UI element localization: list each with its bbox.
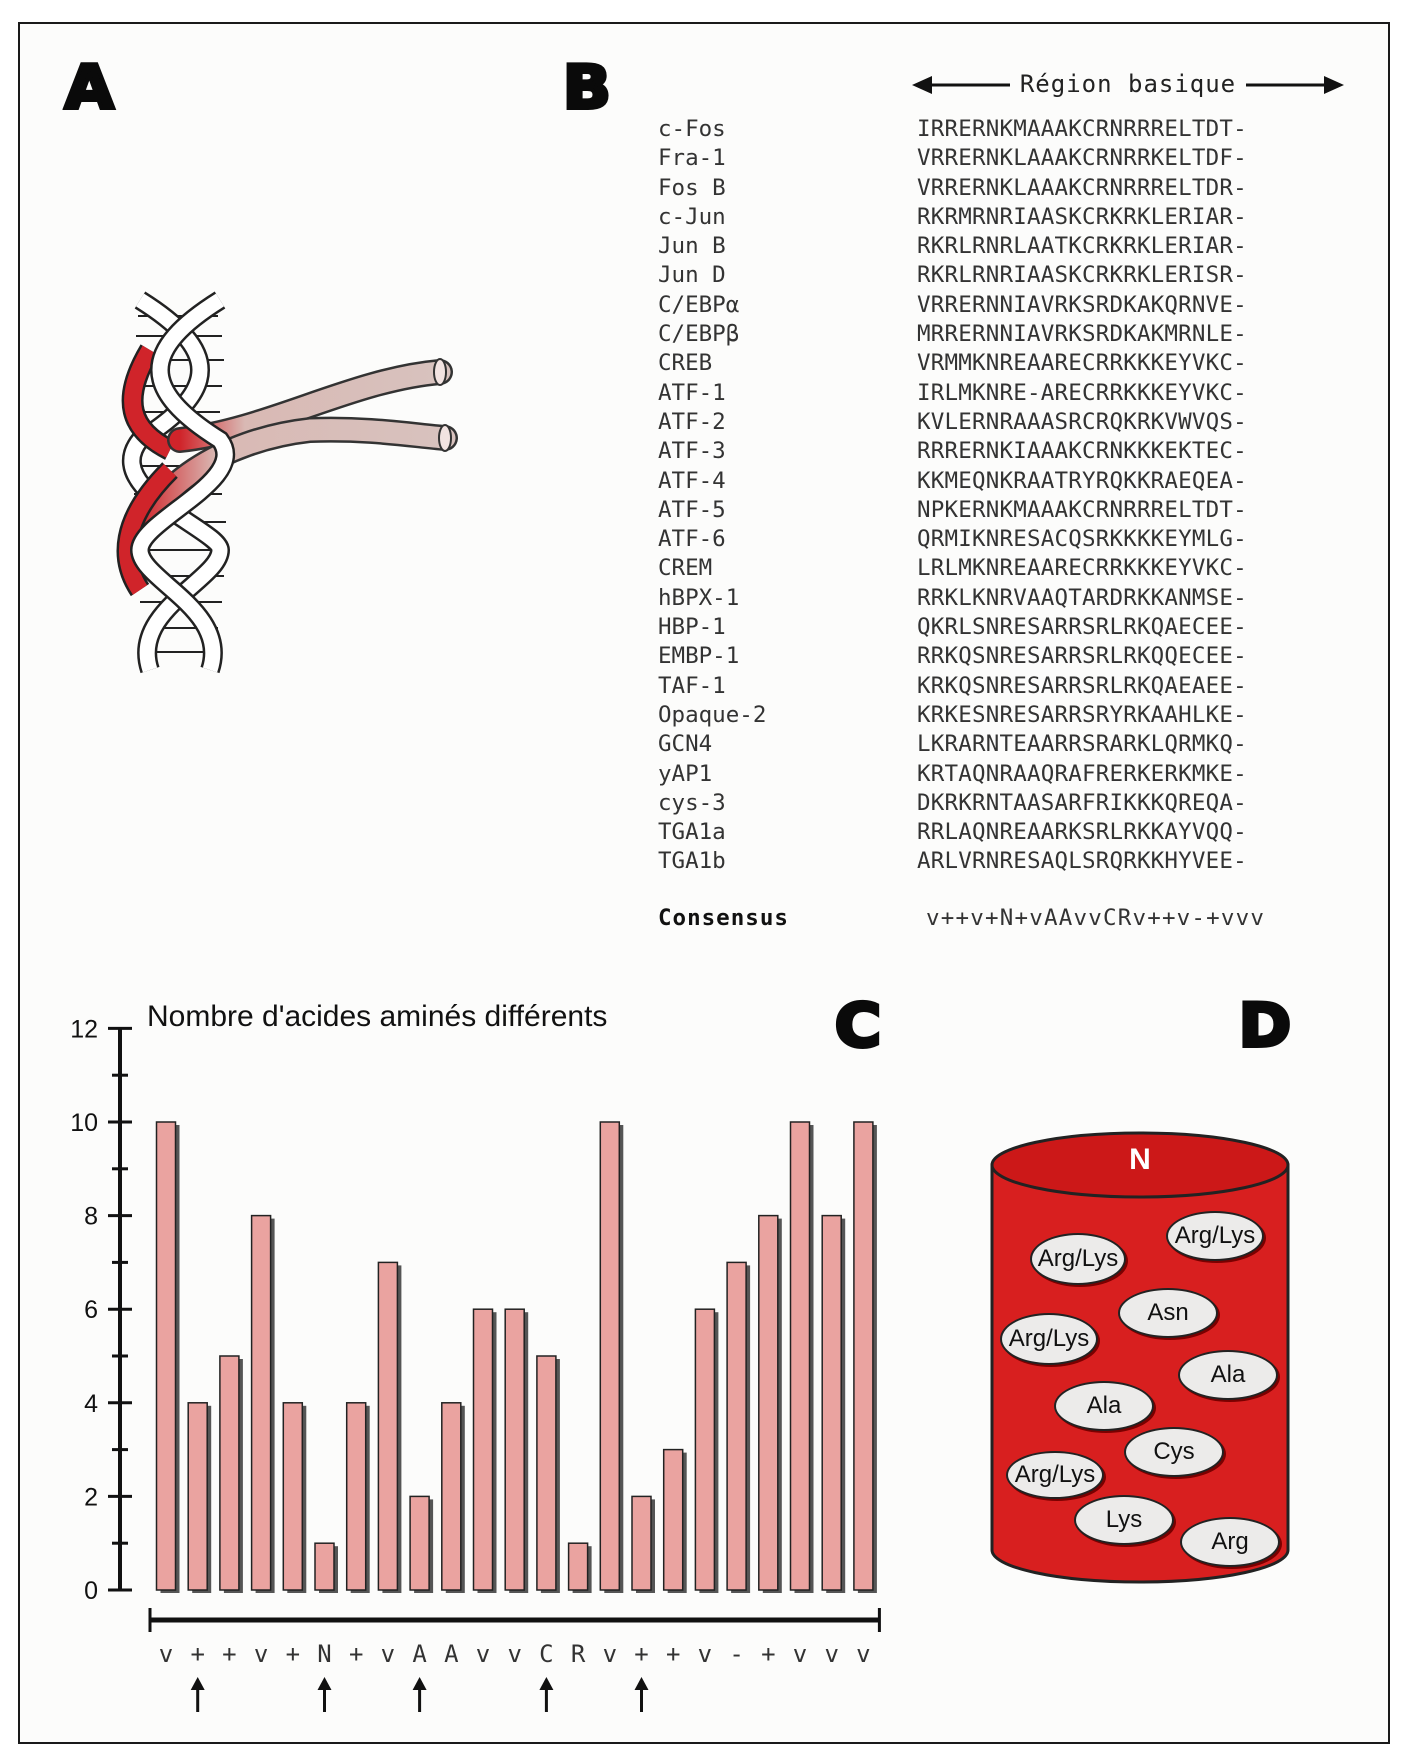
- protein-name: TGA1a: [658, 819, 726, 846]
- protein-name: ATF-4: [658, 467, 726, 494]
- x-tick-label: A: [444, 1640, 459, 1668]
- consensus-sequence: v++v+N+vAAvvCRv++v-+vvv: [926, 905, 1266, 931]
- x-tick-label: -: [729, 1640, 744, 1668]
- protein-name: Fos B: [658, 174, 726, 201]
- residue-label: Arg/Lys: [1166, 1211, 1264, 1261]
- x-tick-label: v: [602, 1640, 618, 1668]
- protein-sequence: RKRLRNRIAASKCRKRKLERISR-: [917, 262, 1247, 289]
- y-tick-label: 2: [84, 1483, 98, 1512]
- protein-name: Fra-1: [658, 145, 726, 172]
- panel-label-b: B: [562, 53, 611, 123]
- consensus-label: Consensus: [658, 905, 789, 931]
- residue-label: Cys: [1124, 1427, 1224, 1477]
- protein-sequence: RRRERNKIAAAKCRNKKKEKTEC-: [917, 438, 1247, 465]
- x-tick-label: v: [697, 1640, 713, 1668]
- x-tick-label: R: [570, 1640, 586, 1668]
- protein-sequence: QKRLSNRESARRSRLRKQAECEE-: [917, 614, 1247, 641]
- protein-sequence: ARLVRNRESAQLSRQRKKHYVEE-: [917, 848, 1247, 875]
- panel-label-a: A: [64, 53, 114, 123]
- protein-sequence: KVLERNRAAASRCRQKRKVWVQS-: [917, 408, 1247, 435]
- x-tick-label: C: [539, 1640, 554, 1668]
- protein-sequence: RRKQSNRESARRSRLRKQQECEE-: [917, 643, 1247, 670]
- protein-sequence: DKRKRNTAASARFRIKKKQREQA-: [917, 789, 1247, 816]
- x-tick-label: +: [222, 1640, 237, 1668]
- protein-name: CREB: [658, 350, 713, 377]
- protein-sequence: IRLMKNRE-ARECRRKKKEYVKC-: [917, 379, 1247, 406]
- residue-label: Arg: [1180, 1517, 1280, 1567]
- protein-name: ATF-1: [658, 379, 726, 406]
- protein-name: ATF-6: [658, 526, 726, 553]
- protein-name: CREM: [658, 555, 713, 582]
- protein-name: Jun D: [658, 262, 726, 289]
- protein-name: C/EBPα: [658, 291, 740, 318]
- x-tick-label: v: [158, 1640, 174, 1668]
- y-tick-label: 0: [84, 1577, 98, 1605]
- protein-sequence: MRRERNNIAVRKSRDKAKMRNLE-: [917, 321, 1247, 348]
- protein-name-list: [658, 115, 766, 877]
- protein-name: TAF-1: [658, 672, 726, 699]
- x-tick-label: v: [380, 1640, 396, 1668]
- panel-label-d: D: [1238, 991, 1292, 1061]
- x-tick-label: v: [792, 1640, 808, 1668]
- residue-label: Ala: [1178, 1350, 1278, 1400]
- x-tick-label: +: [285, 1640, 301, 1668]
- protein-name: Opaque-2: [658, 701, 767, 728]
- y-tick-label: 12: [70, 1015, 98, 1044]
- protein-sequence: VRRERNKLAAAKCRNRRKELTDF-: [917, 145, 1247, 172]
- y-tick-label: 4: [84, 1389, 98, 1418]
- helix-cylinder: [990, 1125, 1290, 1595]
- protein-name: yAP1: [658, 760, 713, 787]
- chart-title: Nombre d'acides aminés différents: [147, 1000, 608, 1033]
- residue-label: Arg/Lys: [1030, 1233, 1126, 1285]
- protein-sequence: VRRERNNIAVRKSRDKAKQRNVE-: [917, 291, 1247, 318]
- residue-label: Ala: [1054, 1381, 1154, 1431]
- protein-name: GCN4: [658, 731, 713, 758]
- y-tick-label: 6: [84, 1296, 98, 1325]
- protein-sequence: RKRMRNRIAASKCRKRKLERIAR-: [917, 203, 1247, 230]
- residue-label: Asn: [1118, 1288, 1218, 1338]
- residue-label: Lys: [1074, 1495, 1174, 1545]
- protein-name: Jun B: [658, 233, 726, 260]
- x-tick-label: v: [507, 1640, 522, 1668]
- n-terminus-label: N: [1129, 1143, 1151, 1176]
- protein-sequence: QRMIKNRESACQSRKKKKEYMLG-: [917, 526, 1247, 553]
- protein-name: cys-3: [658, 789, 726, 816]
- x-tick-label: v: [856, 1640, 871, 1668]
- x-tick-label: +: [348, 1640, 364, 1668]
- sequence-list: [917, 115, 1247, 877]
- protein-sequence: LRLMKNREAARECRRKKKEYVKC-: [917, 555, 1247, 582]
- panel-label-c: C: [834, 991, 882, 1061]
- protein-name: TGA1b: [658, 848, 726, 875]
- protein-sequence: LKRARNTEAARRSRARKLQRMKQ-: [917, 731, 1247, 758]
- protein-name: HBP-1: [658, 614, 726, 641]
- protein-sequence: KRKESNRESARRSRYRKAAHLKE-: [917, 701, 1247, 728]
- protein-sequence: KRTAQNRAAQRAFRERKERKMKE-: [917, 760, 1247, 787]
- x-tick-label: A: [412, 1640, 427, 1668]
- x-tick-label: v: [824, 1640, 839, 1668]
- protein-name: ATF-2: [658, 408, 726, 435]
- region-basique-header: [912, 68, 1344, 102]
- protein-name: ATF-3: [658, 438, 726, 465]
- protein-sequence: IRRERNKMAAAKCRNRRRELTDT-: [917, 116, 1247, 142]
- protein-sequence: RRKLKNRVAAQTARDRKKANMSE-: [917, 584, 1247, 611]
- x-tick-label: v: [253, 1640, 269, 1668]
- x-tick-label: +: [665, 1640, 681, 1668]
- protein-sequence: RRLAQNREAARKSRLRKKAYVQQ-: [917, 819, 1247, 846]
- y-tick-label: 8: [84, 1202, 98, 1231]
- protein-name: C/EBPβ: [658, 321, 740, 348]
- protein-sequence: VRRERNKLAAAKCRNRRRELTDR-: [917, 174, 1247, 201]
- x-tick-label: +: [190, 1640, 205, 1668]
- residue-label: Arg/Lys: [1006, 1451, 1104, 1499]
- protein-name: hBPX-1: [658, 584, 740, 611]
- protein-name: ATF-5: [658, 496, 726, 523]
- protein-sequence: KRKQSNRESARRSRLRKQAEAEE-: [917, 672, 1247, 699]
- x-tick-label: +: [634, 1640, 649, 1668]
- protein-name: EMBP-1: [658, 643, 740, 670]
- protein-name: c-Fos: [658, 116, 726, 142]
- dna-bzip-illustration: [110, 290, 530, 710]
- x-tick-label: +: [761, 1640, 776, 1668]
- x-tick-label: N: [317, 1640, 332, 1668]
- residue-label: Arg/Lys: [1000, 1313, 1098, 1365]
- protein-sequence: VRMMKNREAARECRRKKKEYVKC-: [917, 350, 1247, 377]
- protein-name: c-Jun: [658, 203, 726, 230]
- region-label-text: Région basique: [1010, 70, 1246, 98]
- protein-sequence: KKMEQNKRAATRYRQKKRAEQEA-: [917, 467, 1247, 494]
- x-tick-label: v: [475, 1640, 491, 1668]
- protein-sequence: RKRLRNRLAATKCRKRKLERIAR-: [917, 233, 1247, 260]
- y-tick-label: 10: [70, 1109, 98, 1137]
- protein-sequence: NPKERNKMAAAKCRNRRRELTDT-: [917, 496, 1247, 523]
